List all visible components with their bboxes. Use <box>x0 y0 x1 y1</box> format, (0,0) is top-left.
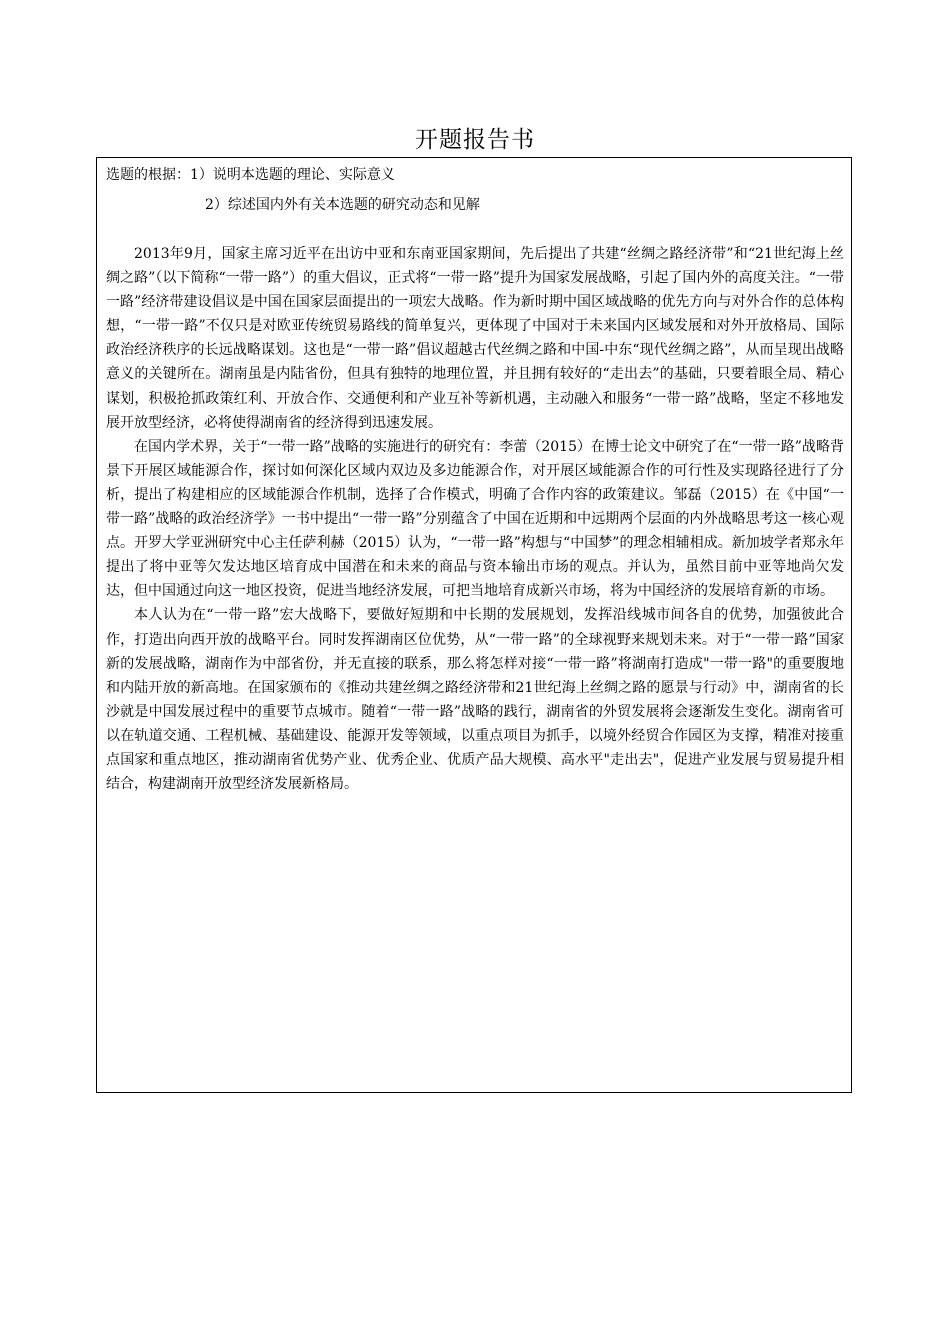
paragraph-background: 2013年9月，国家主席习近平在出访中亚和东南亚国家期间，先后提出了共建“丝绸之路经济带”和“21世纪海上丝绸之路”（以下简称“一带一路”）的重大倡议，正式将“一带一路”提升为国家发展战略，引起了国内外的高度关注。“一带一路”经济带建设倡议是中国在国家层面提出的一项宏大战略。作为新时期中国区域战略的优先方向与对外合作的总体构想，“一带一路”不仅只是对欧亚传统贸易路线的简单复兴，更体现了中国对于未来国内区域发展和对外开放格局、国际政治经济秩序的长远战略谋划。这也是“一带一路”倡议超越古代丝绸之路和中国-中东“现代丝绸之路”，从而呈现出战略意义的关键所在。湖南虽是内陆省份，但具有独特的地理位置，并且拥有较好的“走出去”的基础，只要着眼全局、精心谋划，积极抢抓政策红利、开放合作、交通便利和产业互补等新机遇，主动融入和服务“一带一路”战略，坚定不移地发展开放型经济，必将使得湖南省的经济得到迅速发展。 <box>106 246 844 431</box>
report-content-box <box>96 157 852 1093</box>
paragraph-author-view: 本人认为在“一带一路”宏大战略下，要做好短期和中长期的发展规划，发挥沿线城市间各自的优势，加强彼此合作，打造出向西开放的战略平台。同时发挥湖南区位优势，从“一带一路”的全球视野来规划未来。对于“一带一路”国家新的发展战略，湖南作为中部省份，并无直接的联系，那么将怎样对接“一带一路”将湖南打造成"一带一路"的重要腹地和内陆开放的新高地。在国家颁布的《推动共建丝绸之路经济带和21世纪海上丝绸之路的愿景与行动》中，湖南省的长沙就是中国发展过程中的重要节点城市。随着“一带一路”战略的践行，湖南省的外贸发展将会逐渐发生变化。湖南省可以在轨道交通、工程机械、基础建设、能源开发等领域，以重点项目为抓手，以境外经贸合作园区为支撑，精准对接重点国家和重点地区，推动湖南省优势产业、优秀企业、优质产品大规模、高水平"走出去"，促进产业发展与贸易提升相结合，构建湖南开放型经济发展新格局。 <box>106 607 844 793</box>
topic-basis-line-2: 2）综述国内外有关本选题的研究动态和见解 <box>205 197 480 213</box>
paragraph-literature-review: 在国内学术界，关于“一带一路”战略的实施进行的研究有：李蕾（2015）在博士论文中研究了在“一带一路”战略背景下开展区域能源合作，探讨如何深化区域内双边及多边能源合作，对开展区域能源合作的可行性及实现路径进行了分析，提出了构建相应的区域能源合作机制，选择了合作模式，明确了合作内容的政策建议。邹磊（2015）在《中国“一带一路”战略的政治经济学》一书中提出“一带一路”分别蕴含了中国在近期和中远期两个层面的内外战略思考这一核心观点。开罗大学亚洲研究中心主任萨利赫（2015）认为，“一带一路”构想与“中国梦”的理念相辅相成。新加坡学者郑永年提出了将中亚等欠发达地区培育成中国潜在和未来的商品与资本输出市场的观点。并认为，虽然目前中亚等地尚欠发达，但中国通过向这一地区投资，促进当地经济发展，可把当地培育成新兴市场，将为中国经济的发展培育新的市场。 <box>106 438 844 600</box>
topic-basis-line-1: 选题的根据：1）说明本选题的理论、实际意义 <box>106 167 395 183</box>
page-title: 开题报告书 <box>415 127 535 153</box>
report-body-text <box>106 242 844 796</box>
